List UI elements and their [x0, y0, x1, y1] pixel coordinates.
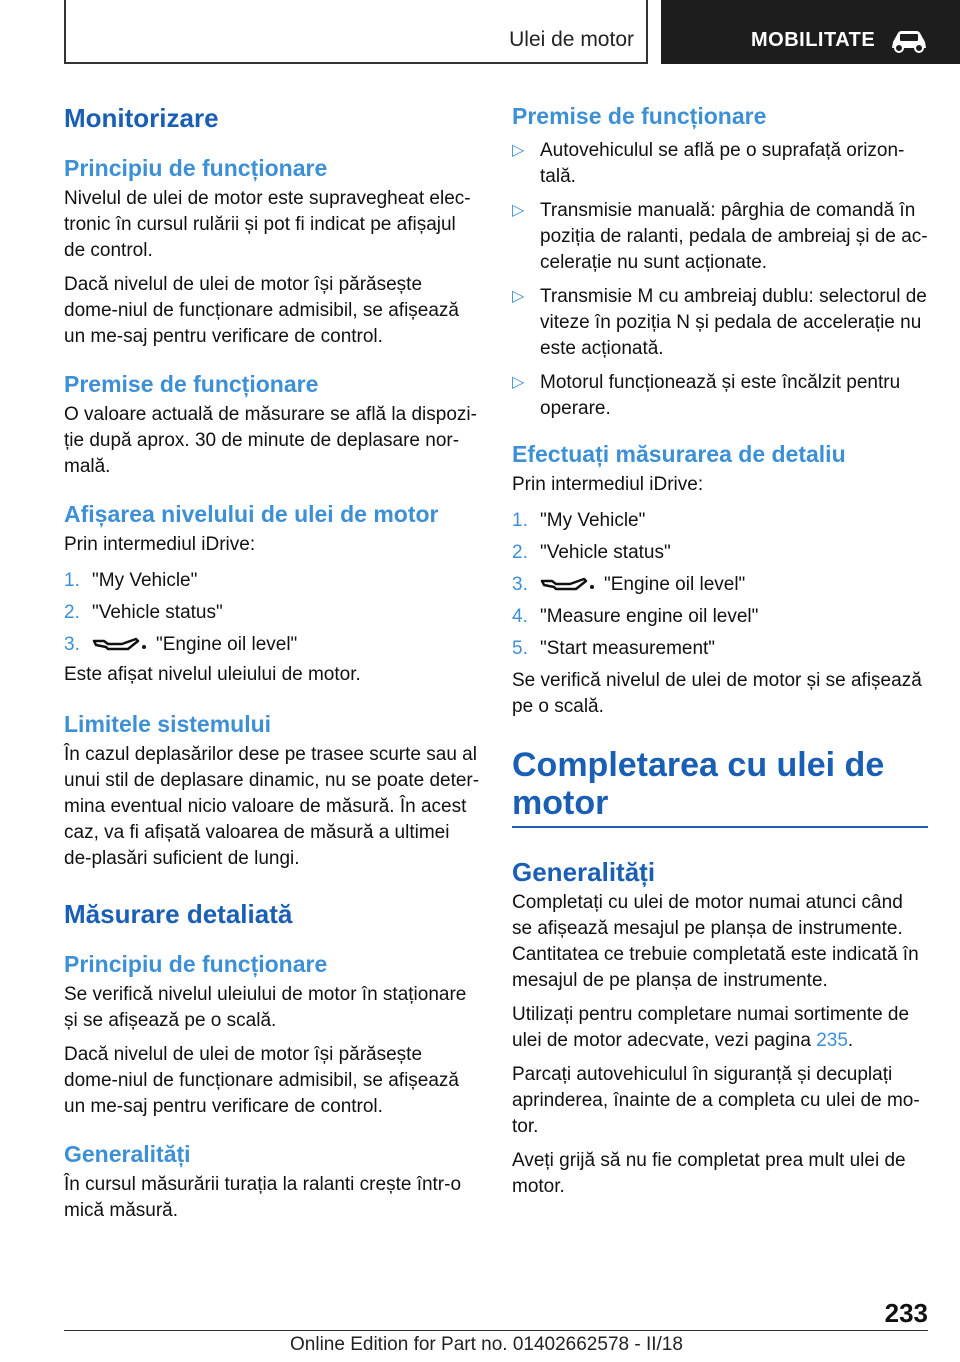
step-number: 5.	[512, 638, 528, 659]
step-text: "Engine oil level"	[156, 634, 298, 655]
paragraph-idrive-2: Prin intermediul iDrive:	[512, 474, 704, 495]
step-number: 2.	[512, 542, 528, 563]
heading-premise-2: Premise de funcționare	[512, 103, 767, 129]
paragraph-principle-2a: Se verifică nivelul uleiului de motor în staționare și se afișează pe o scală.	[64, 984, 467, 1031]
list-item	[512, 508, 928, 534]
triangle-bullet-icon: ▷	[512, 288, 525, 305]
step-text: "My Vehicle"	[92, 570, 198, 591]
list-item	[512, 370, 928, 422]
heading-topping-up: Completarea cu ulei de motor	[512, 746, 885, 822]
list-item	[512, 198, 928, 276]
list-item	[512, 604, 928, 630]
page-reference-link[interactable]: 235	[816, 1030, 848, 1051]
list-item	[512, 636, 928, 662]
section-divider	[512, 826, 928, 828]
right-column	[512, 100, 928, 1200]
heading-limits: Limitele sistemului	[64, 711, 272, 737]
left-column	[64, 100, 480, 1224]
step-number: 3.	[512, 574, 528, 595]
heading-general-1: Generalități	[64, 1141, 191, 1167]
paragraph-general-2d: Aveți grijă să nu fie completat prea mult ulei de motor.	[512, 1150, 906, 1197]
paragraph-general-2c: Parcați autovehiculul în siguranță și decuplați aprinderea, înainte de a completa cu ulei de mo-tor.	[512, 1064, 920, 1137]
paragraph-idrive-1: Prin intermediul iDrive:	[64, 534, 256, 555]
oil-can-icon	[92, 635, 148, 655]
step-number: 3.	[64, 634, 80, 655]
bullet-text: Transmisie M cu ambreiaj dublu: selectorul de viteze în poziția N și pedala de accelerație nu este acționată.	[540, 286, 927, 359]
paragraph-limits: În cazul deplasărilor dese pe trasee scurte sau al unui stil de deplasare dinamic, nu se poate deter-mina eventual nicio valoare de măsură. În acest caz, va fi afișată valoarea de măsură a ultimei de-plasări suficient de lungi.	[64, 744, 480, 869]
list-item	[512, 138, 928, 190]
step-text: "Measure engine oil level"	[540, 606, 759, 627]
list-item	[64, 600, 480, 626]
footer-edition: Online Edition for Part no. 01402662578 - II/18	[290, 1334, 683, 1355]
step-text: "Vehicle status"	[540, 542, 671, 563]
triangle-bullet-icon: ▷	[512, 374, 525, 391]
paragraph-general-2b	[512, 1002, 928, 1054]
step-text: "Vehicle status"	[92, 602, 223, 623]
page-header	[0, 0, 960, 66]
premise-bullets	[512, 138, 928, 422]
car-icon	[889, 28, 929, 54]
step-text: "Engine oil level"	[604, 574, 746, 595]
steps-list-1	[64, 568, 480, 658]
list-item	[512, 572, 928, 598]
paragraph-principle-1b: Dacă nivelul de ulei de motor își părăsește dome-niul de funcționare admisibil, se afișează un me-saj pentru verificare de control.	[64, 274, 459, 347]
list-item	[512, 540, 928, 566]
paragraph-general-2a: Completați cu ulei de motor numai atunci când se afișează mesajul pe planșa de instrumente. Cantitatea ce trebuie completată este indicată în mesajul de pe planșa de instrumente.	[512, 892, 919, 991]
heading-premise-1: Premise de funcționare	[64, 371, 319, 397]
step-number: 1.	[512, 510, 528, 531]
footer-divider	[64, 1330, 928, 1331]
bullet-text: Motorul funcționează și este încălzit pentru operare.	[540, 372, 901, 419]
steps-list-2	[512, 508, 928, 662]
heading-principle-1: Principiu de funcționare	[64, 155, 328, 181]
heading-principle-2: Principiu de funcționare	[64, 951, 328, 977]
list-item	[512, 284, 928, 362]
heading-display-level: Afișarea nivelului de ulei de motor	[64, 501, 439, 527]
header-chapter-box	[661, 0, 960, 64]
step-text: "Start measurement"	[540, 638, 716, 659]
header-section-box	[64, 0, 648, 64]
triangle-bullet-icon: ▷	[512, 202, 525, 219]
step-number: 2.	[64, 602, 80, 623]
header-chapter-title: MOBILITATE	[751, 29, 876, 51]
heading-monitoring: Monitorizare	[64, 103, 219, 133]
paragraph-general-2b-end: .	[847, 1030, 854, 1051]
triangle-bullet-icon: ▷	[512, 142, 525, 159]
bullet-text: Autovehiculul se află pe o suprafață orizon-tală.	[540, 140, 905, 187]
page-number: 233	[884, 1298, 928, 1328]
paragraph-principle-1a: Nivelul de ulei de motor este supravegheat elec-tronic în cursul rulării și pot fi indicat pe afișajul de control.	[64, 188, 471, 261]
bullet-text: Transmisie manuală: pârghia de comandă în poziția de ralanti, pedala de ambreiaj și de ac-celerație nu sunt acționate.	[540, 200, 928, 273]
paragraph-displayed: Este afișat nivelul uleiului de motor.	[64, 664, 361, 685]
paragraph-general-2b-text: Utilizați pentru completare numai sortimente de ulei de motor adecvate, vezi pagina	[512, 1004, 910, 1051]
list-item	[64, 568, 480, 594]
heading-general-2: Generalități	[512, 857, 656, 887]
list-item	[64, 632, 480, 658]
step-number: 4.	[512, 606, 528, 627]
step-number: 1.	[64, 570, 80, 591]
heading-perform: Efectuați măsurarea de detaliu	[512, 441, 846, 467]
paragraph-checked: Se verifică nivelul de ulei de motor și se afișează pe o scală.	[512, 670, 922, 717]
heading-detailed: Măsurare detaliată	[64, 899, 293, 929]
header-section-title: Ulei de motor	[509, 28, 634, 51]
step-text: "My Vehicle"	[540, 510, 646, 531]
paragraph-principle-2b: Dacă nivelul de ulei de motor își părăsește dome-niul de funcționare admisibil, se afișează un me-saj pentru verificare de control.	[64, 1044, 459, 1117]
paragraph-premise-1: O valoare actuală de măsurare se află la dispozi-ție după aprox. 30 de minute de deplasare nor-mală.	[64, 404, 477, 477]
paragraph-general-1: În cursul măsurării turația la ralanti crește într-o mică măsură.	[64, 1174, 462, 1221]
oil-can-icon	[540, 575, 596, 595]
